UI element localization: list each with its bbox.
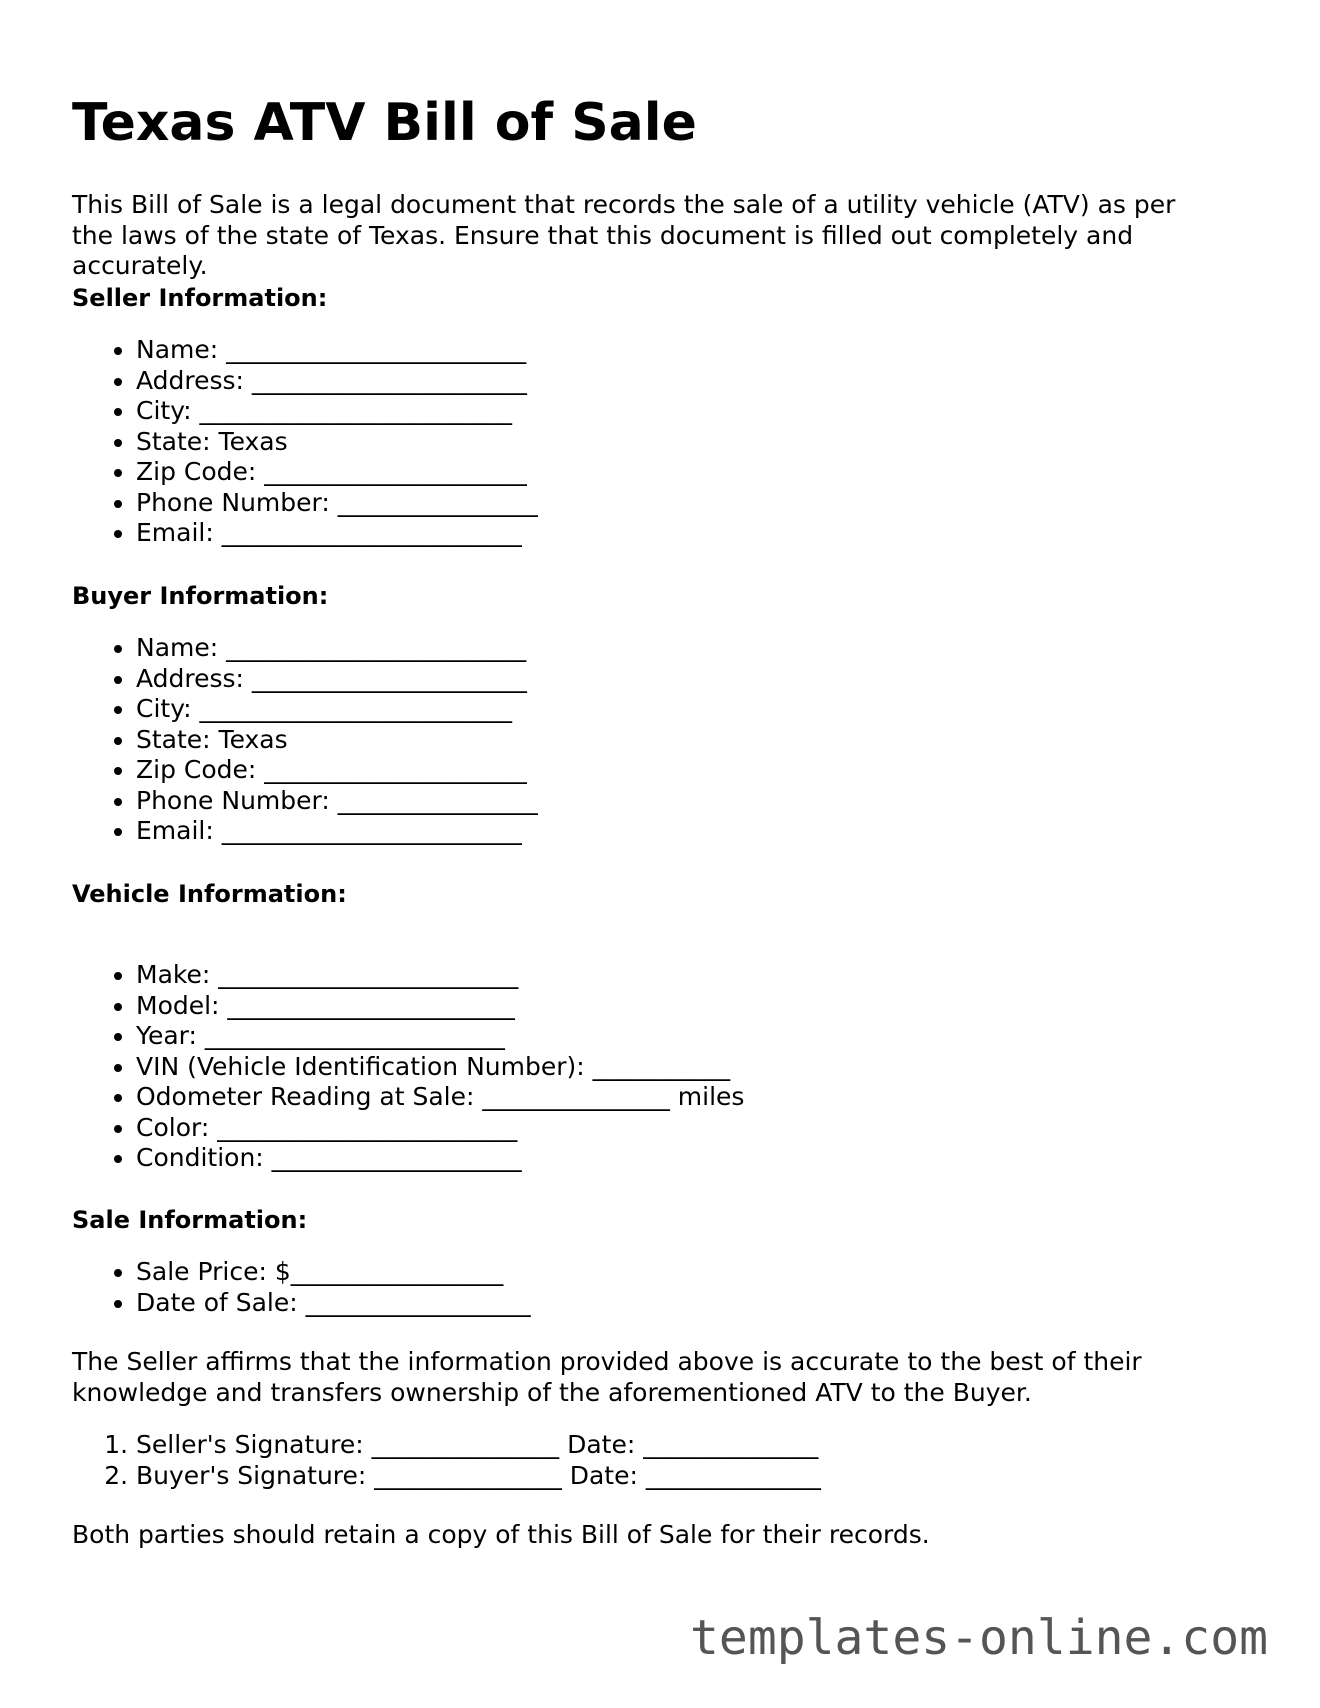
vehicle-model-field[interactable]: • Model: _______________________	[136, 991, 744, 1022]
watermark-logo: templates-online.com	[690, 1610, 1268, 1666]
vehicle-vin-field[interactable]: • VIN (Vehicle Identification Number): ___________	[136, 1052, 744, 1083]
closing-paragraph: Both parties should retain a copy of this Bill of Sale for their records.	[72, 1520, 930, 1549]
signature-list	[72, 1430, 821, 1491]
buyer-phone-field[interactable]: • Phone Number: ________________	[136, 786, 538, 817]
seller-heading: Seller Information:	[72, 284, 328, 312]
seller-email-field[interactable]: • Email: ________________________	[136, 518, 538, 549]
affirmation-paragraph: The Seller affirms that the information provided above is accurate to the best of their knowledge and transfers ownership of the aforementioned ATV to the Buyer.	[72, 1347, 1142, 1407]
seller-signature-line[interactable]: 1. Seller's Signature: _______________ Date: ______________	[136, 1430, 821, 1461]
buyer-state-field: • State: Texas	[136, 725, 538, 756]
seller-name-field[interactable]: • Name: ________________________	[136, 335, 538, 366]
seller-city-field[interactable]: • City: _________________________	[136, 396, 538, 427]
seller-state-field: • State: Texas	[136, 427, 538, 458]
vehicle-odometer-field[interactable]: • Odometer Reading at Sale: _______________ miles	[136, 1082, 744, 1113]
seller-address-field[interactable]: • Address: ______________________	[136, 366, 538, 397]
sale-list	[72, 1257, 531, 1318]
buyer-zip-field[interactable]: • Zip Code: _____________________	[136, 755, 538, 786]
sale-heading: Sale Information:	[72, 1206, 308, 1234]
seller-phone-field[interactable]: • Phone Number: ________________	[136, 488, 538, 519]
vehicle-list	[72, 960, 744, 1174]
buyer-city-field[interactable]: • City: _________________________	[136, 694, 538, 725]
seller-zip-field[interactable]: • Zip Code: _____________________	[136, 457, 538, 488]
vehicle-heading: Vehicle Information:	[72, 880, 347, 908]
seller-list	[72, 335, 538, 549]
document-title: Texas ATV Bill of Sale	[72, 93, 697, 153]
buyer-email-field[interactable]: • Email: ________________________	[136, 816, 538, 847]
buyer-address-field[interactable]: • Address: ______________________	[136, 664, 538, 695]
buyer-list	[72, 633, 538, 847]
vehicle-condition-field[interactable]: • Condition: ____________________	[136, 1143, 744, 1174]
vehicle-year-field[interactable]: • Year: ________________________	[136, 1021, 744, 1052]
sale-price-field[interactable]: • Sale Price: $_________________	[136, 1257, 531, 1288]
sale-date-field[interactable]: • Date of Sale: __________________	[136, 1288, 531, 1319]
buyer-heading: Buyer Information:	[72, 582, 329, 610]
vehicle-color-field[interactable]: • Color: ________________________	[136, 1113, 744, 1144]
buyer-name-field[interactable]: • Name: ________________________	[136, 633, 538, 664]
vehicle-make-field[interactable]: • Make: ________________________	[136, 960, 744, 991]
intro-paragraph: This Bill of Sale is a legal document that records the sale of a utility vehicle (ATV) as per the laws of the state of Texas. Ensure that this document is filled out completely and accurately.	[72, 190, 1176, 280]
buyer-signature-line[interactable]: 2. Buyer's Signature: _______________ Date: ______________	[136, 1461, 821, 1492]
